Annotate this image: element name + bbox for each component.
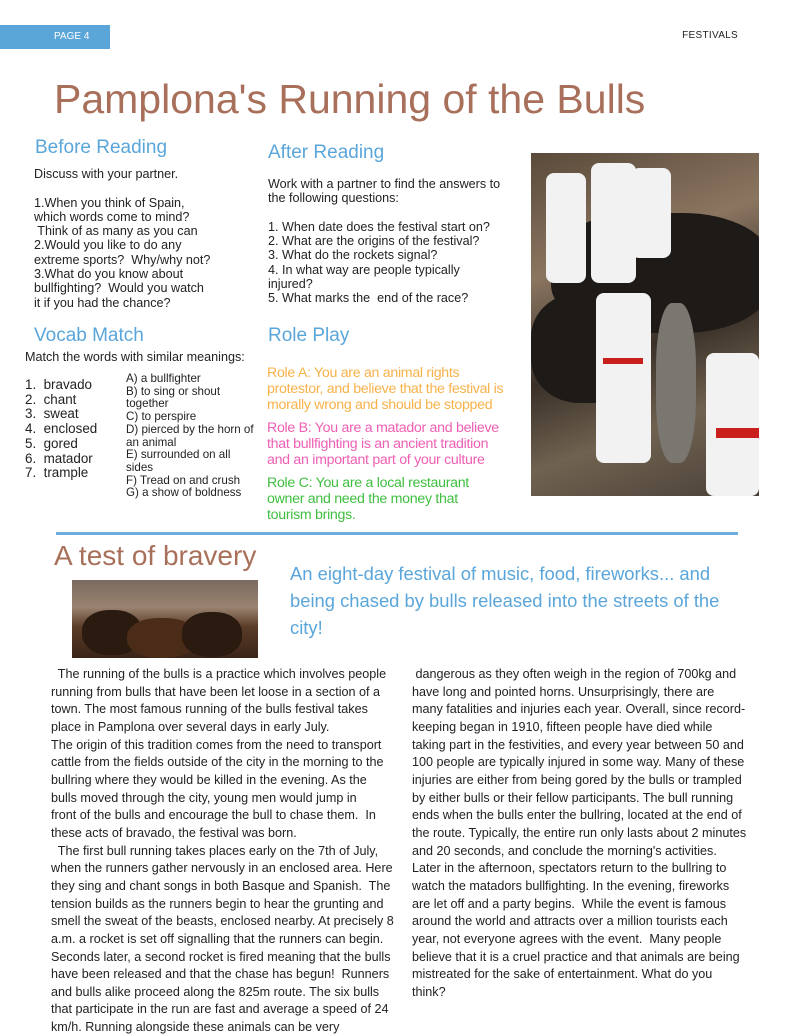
text-line: B) to sing or shout xyxy=(126,384,221,398)
article-column-right xyxy=(412,666,746,1001)
text-line: running from bulls that have been let loose in a section of a xyxy=(51,684,381,699)
text-line: G) a show of boldness xyxy=(126,486,242,500)
text-line: front of the bulls and encourage the bull to chase them. In xyxy=(51,808,376,823)
vocab-instruction: Match the words with similar meanings: xyxy=(25,350,245,364)
text-line: 5. gored xyxy=(25,435,78,451)
text-line: injuries are either from being gored by the bulls or trampled xyxy=(412,772,742,787)
text-line: that bullfighting is an ancient tradition xyxy=(267,435,489,452)
text-line: Role A: You are an animal rights xyxy=(267,365,460,381)
bull-run-photo xyxy=(531,153,759,496)
text-line: believe that it is a cruel practice and that animals are being xyxy=(412,949,740,964)
text-line: C) to perspire xyxy=(126,410,197,424)
text-line: year, not everyone agrees with the event. Many people xyxy=(412,931,722,946)
text-line: the following questions: xyxy=(268,191,399,206)
text-line: 5. What marks the end of the race? xyxy=(268,291,469,306)
bulls-thumbnail xyxy=(72,580,258,658)
text-line: Discuss with your partner. xyxy=(34,167,179,181)
text-line: are let off and a party begins. While the event is famous xyxy=(412,896,727,911)
text-line: D) pierced by the horn of xyxy=(126,422,254,436)
text-line: taking part in the festivities, and every year between 50 and xyxy=(412,737,744,752)
text-line: The origin of this tradition comes from the need to transport xyxy=(51,737,382,752)
text-line: these acts of bravado, the festival was born. xyxy=(51,825,297,840)
text-line: and 20 seconds, and conclude the morning's activities. xyxy=(412,843,717,858)
text-line: 1.When you think of Spain, xyxy=(34,195,185,210)
text-line: watch the matadors bullfighting. In the evening, fireworks xyxy=(412,878,730,893)
text-line: tourism brings. xyxy=(267,506,356,523)
text-line: it if you had the chance? xyxy=(34,295,171,310)
article-column-left xyxy=(51,666,394,1035)
page-title: Pamplona's Running of the Bulls xyxy=(54,76,646,122)
text-line: morally wrong and should be stopped xyxy=(267,396,493,413)
section-label: FESTIVALS xyxy=(682,30,738,41)
vocab-heading: Vocab Match xyxy=(34,325,144,346)
text-line: smell the sweat of the beasts, enclosed nearby. At precisely 8 xyxy=(51,914,394,929)
text-line: keeping began in 1910, fifteen people have died while xyxy=(412,719,713,734)
article-subtitle: An eight-day festival of music, food, fireworks... and being chased by bulls released into the streets of the city! xyxy=(290,563,720,638)
text-line: protestor, and believe that the festival is xyxy=(267,380,504,397)
before-reading-heading: Before Reading xyxy=(35,137,168,158)
text-line: 2. chant xyxy=(25,391,77,407)
text-line: 3.What do you know about xyxy=(34,267,184,282)
vocab-words xyxy=(25,378,97,481)
text-line: 3. What do the rockets signal? xyxy=(268,248,438,263)
text-line: tension builds as the runners begin to hear the grunting and xyxy=(51,896,384,911)
text-line: 100 people are typically injured in some way. Many of these xyxy=(412,755,745,770)
text-line: dangerous as they often weigh in the region of 700kg and xyxy=(412,667,737,681)
text-line: have been released and that the chase has begun! Runners xyxy=(51,967,390,982)
text-line: by either bulls or their fellow participants. The bull running xyxy=(412,790,734,805)
text-line: Role C: You are a local restaurant xyxy=(267,475,469,491)
text-line: E) surrounded on all xyxy=(126,448,231,462)
text-line: owner and need the money that xyxy=(267,490,458,507)
after-reading-heading: After Reading xyxy=(268,142,385,163)
role-play-heading: Role Play xyxy=(268,325,350,346)
text-line: mistreated for the sake of entertainment. What do you xyxy=(412,967,713,982)
text-line: ends when the bulls enter the bullring, located at the end of xyxy=(412,808,742,823)
text-line: the route. Typically, the entire run only lasts about 2 minutes xyxy=(412,825,747,840)
role-c xyxy=(267,476,469,523)
text-line: think? xyxy=(412,984,446,999)
text-line xyxy=(268,206,500,220)
role-a xyxy=(267,366,503,413)
text-line: bulls moved through the city, young men would jump in xyxy=(51,790,357,805)
text-line: The first bull running takes places early on the 7th of July, xyxy=(51,843,379,858)
text-line: cattle from the fields outside of the city in the morning to the xyxy=(51,755,384,770)
text-line: 1. When date does the festival start on? xyxy=(268,219,490,234)
text-line: 4. In what way are people typically xyxy=(268,262,460,277)
page-number-tab: PAGE 4 xyxy=(0,25,110,49)
text-line: The running of the bulls is a practice which involves people xyxy=(51,667,387,681)
text-line: 2.Would you like to do any xyxy=(34,238,182,253)
text-line: Role B: You are a matador and believe xyxy=(267,420,499,436)
before-reading-text xyxy=(34,167,210,310)
text-line: around the world and attracts over a million tourists each xyxy=(412,914,728,929)
text-line: Later in the afternoon, spectators return to the bullring to xyxy=(412,861,727,876)
text-line: bullring where they would be killed in the evening. As the xyxy=(51,772,367,787)
text-line: an animal xyxy=(126,435,177,449)
text-line: Work with a partner to find the answers to xyxy=(268,177,501,191)
text-line: extreme sports? Why/why not? xyxy=(34,252,211,267)
text-line: F) Tread on and crush xyxy=(126,473,241,487)
text-line: sides xyxy=(126,460,154,474)
text-line: when the runners gather nervously in an enclosed area. Here xyxy=(51,861,393,876)
text-line: 2. What are the origins of the festival? xyxy=(268,234,480,249)
text-line: 4. enclosed xyxy=(25,421,98,437)
text-line: Think of as many as you can xyxy=(34,224,198,239)
vocab-meanings xyxy=(126,373,254,500)
article-heading: A test of bravery xyxy=(54,540,257,571)
text-line: town. The most famous running of the bulls festival takes xyxy=(51,702,368,717)
text-line: a.m. a rocket is set off signalling that the runners can begin. xyxy=(51,931,384,946)
text-line: injured? xyxy=(268,277,313,292)
text-line: km/h. Running alongside these animals can be very xyxy=(51,1020,340,1035)
text-line: that participate in the run are fast and average a speed of 24 xyxy=(51,1002,389,1017)
text-line: place in Pamplona over several days in early July. xyxy=(51,719,330,734)
text-line: many fatalities and injuries each year. Overall, since record- xyxy=(412,702,746,717)
text-line: together xyxy=(126,397,169,411)
text-line: 7. trample xyxy=(25,465,89,481)
text-line: 6. matador xyxy=(25,450,93,466)
text-line: 3. sweat xyxy=(25,406,79,422)
text-line: A) a bullfighter xyxy=(126,372,201,385)
text-line: bullfighting? Would you watch xyxy=(34,281,204,296)
text-line: they sing and chant songs in both Basque and Spanish. The xyxy=(51,878,391,893)
role-b xyxy=(267,421,499,468)
text-line: 1. bravado xyxy=(25,377,92,392)
text-line: and bulls alike proceed along the 825m route. The six bulls xyxy=(51,984,380,999)
text-line: Seconds later, a second rocket is fired meaning that the bulls xyxy=(51,949,391,964)
text-line xyxy=(34,181,210,195)
section-divider xyxy=(56,532,738,535)
text-line: have long and pointed horns. Unsurprisingly, there are xyxy=(412,684,715,699)
text-line: and an important part of your culture xyxy=(267,451,485,468)
text-line: which words come to mind? xyxy=(34,209,190,224)
after-reading-text xyxy=(268,177,500,306)
